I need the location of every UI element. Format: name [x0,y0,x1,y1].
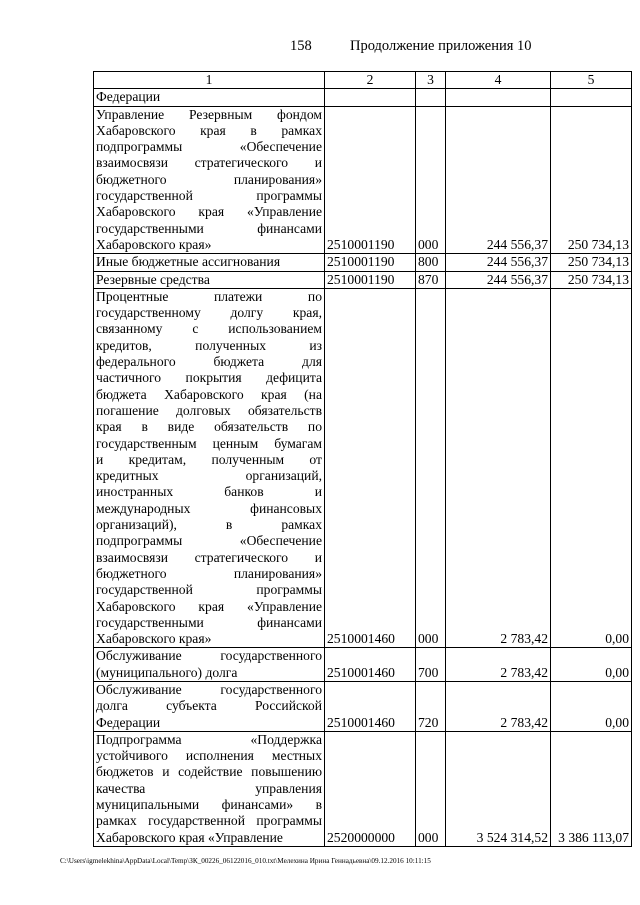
row-value-4: 244 556,37 [446,106,551,254]
row-code: 2510001460 [325,288,416,648]
description-line: Хабаровского края» [96,236,212,252]
row-value-4: 244 556,37 [446,254,551,271]
table-row [94,271,632,288]
page-number: 158 [290,38,312,54]
description-line: государственному долгу края, [96,305,322,321]
row-description [94,681,325,731]
description-line: бюджетного планирования» [96,171,322,187]
description-line: края в виде обязательств по [96,419,322,435]
description-line: Процентные платежи по [96,288,322,304]
row-code: 2510001190 [325,254,416,271]
description-line: и кредитам, полученным от [96,451,322,467]
description-line: Хабаровского края в рамках [96,122,322,138]
description-line: Хабаровского края «Управление [96,204,322,220]
row-value-5: 0,00 [551,681,632,731]
page-title: Продолжение приложения 10 [350,38,532,54]
row-code: 2510001460 [325,681,416,731]
table-row [94,89,632,106]
row-value-5: 0,00 [551,648,632,682]
row-value-4: 244 556,37 [446,271,551,288]
description-line: качества управления [96,780,322,796]
row-value-5: 3 386 113,07 [551,731,632,846]
description-line: Иные бюджетные ассигнования [96,254,281,270]
description-line: связанному с использованием [96,321,322,337]
row-value-4: 2 783,42 [446,648,551,682]
row-kind: 700 [416,648,446,682]
description-line: рамках государственной программы [96,813,322,829]
row-value-5 [551,89,632,106]
description-line: Хабаровского края» [96,631,212,647]
row-description [94,648,325,682]
row-code: 2510001190 [325,271,416,288]
description-line: государственными финансами [96,614,322,630]
description-line: международных финансовых [96,500,322,516]
description-line: подпрограммы «Обеспечение [96,533,322,549]
row-code: 2510001190 [325,106,416,254]
row-description [94,106,325,254]
description-line: Обслуживание государственного [96,681,322,697]
row-description [94,254,325,271]
row-kind: 800 [416,254,446,271]
table-row [94,288,632,648]
row-value-4: 3 524 314,52 [446,731,551,846]
row-value-5: 250 734,13 [551,106,632,254]
row-kind: 870 [416,271,446,288]
row-description [94,288,325,648]
description-line: Обслуживание государственного [96,648,322,664]
description-line: подпрограммы «Обеспечение [96,139,322,155]
row-code: 2520000000 [325,731,416,846]
budget-table [93,71,632,847]
row-kind: 000 [416,731,446,846]
table-row [94,731,632,846]
description-line: бюджета Хабаровского края (на [96,386,322,402]
description-line: государственными финансами [96,220,322,236]
description-line: государственной программы [96,582,322,598]
column-header-5: 5 [551,72,632,89]
description-line: долга субъекта Российской [96,698,322,714]
row-value-5: 250 734,13 [551,271,632,288]
row-kind: 000 [416,106,446,254]
description-line: (муниципального) долга [96,664,238,680]
description-line: кредитных организаций, [96,468,322,484]
description-line: взаимосвязи стратегического и [96,155,322,171]
row-code: 2510001460 [325,648,416,682]
row-kind [416,89,446,106]
file-path-footer: C:\Users\igmelekhina\AppData\Local\Temp\ЗК_00226_06122016_010.txt\Мелехина Ирина Геннадьевна\09.12.2016 10:11:15 [60,857,431,865]
description-line: федерального бюджета для [96,354,322,370]
description-line: организаций), в рамках [96,517,322,533]
row-kind: 720 [416,681,446,731]
page-header [0,38,640,58]
table-row [94,254,632,271]
row-description [94,89,325,106]
description-line: муниципальными финансами» в [96,797,322,813]
description-line: Подпрограмма «Поддержка [96,731,322,747]
table-row [94,681,632,731]
description-line: погашение долговых обязательств [96,402,322,418]
description-line: устойчивого исполнения местных [96,748,322,764]
description-line: иностранных банков и [96,484,322,500]
row-value-4 [446,89,551,106]
description-line: бюджетов и содействие повышению [96,764,322,780]
description-line: Резервные средства [96,271,210,287]
description-line: Хабаровского края «Управление [96,598,322,614]
row-code [325,89,416,106]
row-description [94,271,325,288]
table-header-row [94,72,632,89]
column-header-3: 3 [416,72,446,89]
column-header-4: 4 [446,72,551,89]
description-line: кредитов, полученных из [96,337,322,353]
description-line: Управление Резервным фондом [96,106,322,122]
row-value-4: 2 783,42 [446,288,551,648]
description-line: частичного покрытия дефицита [96,370,322,386]
description-line: Федерации [96,89,161,105]
row-value-5: 0,00 [551,288,632,648]
description-line: взаимосвязи стратегического и [96,549,322,565]
description-line: Федерации [96,714,161,730]
description-line: государственной программы [96,188,322,204]
row-kind: 000 [416,288,446,648]
description-line: государственным ценным бумагам [96,435,322,451]
row-description [94,731,325,846]
description-line: бюджетного планирования» [96,565,322,581]
row-value-4: 2 783,42 [446,681,551,731]
table-row [94,106,632,254]
column-header-1: 1 [94,72,325,89]
table-row [94,648,632,682]
row-value-5: 250 734,13 [551,254,632,271]
description-line: Хабаровского края «Управление [96,829,283,845]
column-header-2: 2 [325,72,416,89]
